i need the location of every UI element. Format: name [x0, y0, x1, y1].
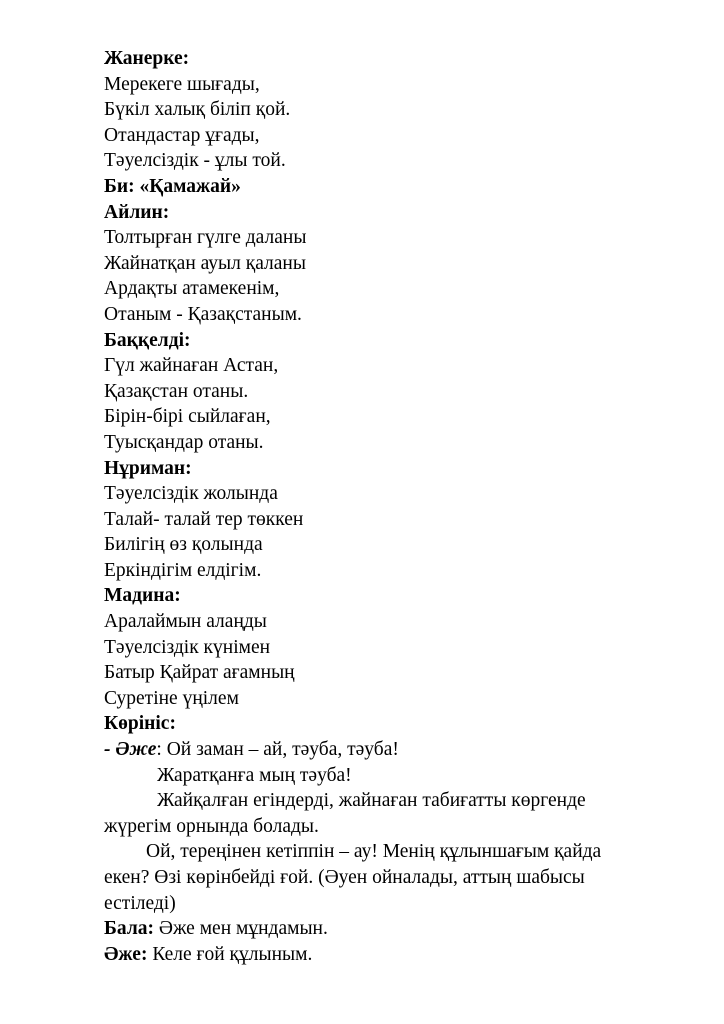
- dialogue-line: Ой, тереңінен кетіппін – ау! Менің құлыншағым қайда: [146, 841, 602, 863]
- verse-line: Бірін-бірі сыйлаған,: [104, 406, 271, 428]
- dialogue-text: Әже мен мұндамын.: [154, 918, 328, 940]
- verse-line: Талай- талай тер төккен: [104, 508, 304, 530]
- dialogue-line: [104, 737, 664, 763]
- speaker-bala: Бала:: [104, 918, 154, 940]
- dialogue-line: Жаратқанға мың тәуба!: [157, 764, 352, 786]
- script-text: [104, 46, 664, 967]
- verse-line: Аралаймын алаңды: [104, 611, 267, 633]
- verse-line: Суретіне үңілем: [104, 687, 239, 709]
- verse-line: Билігің өз қолында: [104, 534, 263, 556]
- verse-line: Туысқандар отаны.: [104, 431, 264, 453]
- verse-line: Еркіндігім елдігім.: [104, 559, 262, 581]
- verse-line: Ардақты атамекенім,: [104, 278, 280, 300]
- verse-line: Қазақстан отаны.: [104, 380, 249, 402]
- speaker-aylin: Айлин:: [104, 201, 170, 223]
- verse-line: Батыр Қайрат ағамның: [104, 662, 295, 684]
- dialogue-line: [104, 942, 664, 968]
- dialogue-line: екен? Өзі көрінбейді ғой. (Әуен ойналады, аттың шабысы: [104, 867, 585, 888]
- verse-line: Толтырған гүлге даланы: [104, 227, 307, 249]
- verse-line: Гүл жайнаған Астан,: [104, 355, 279, 377]
- verse-line: Отаным - Қазақстаным.: [104, 303, 302, 325]
- verse-line: Тәуелсіздік күнімен: [104, 636, 271, 658]
- speaker-bakkeldi: Баққелді:: [104, 329, 191, 351]
- scene-heading: Көрініс:: [104, 713, 176, 735]
- dance-heading: Би: «Қамажай»: [104, 175, 241, 197]
- dialogue-line: жүрегім орнында болады.: [104, 815, 319, 837]
- verse-line: Отандастар ұғады,: [104, 124, 260, 146]
- verse-line: Жайнатқан ауыл қаланы: [104, 252, 306, 274]
- speaker-madina: Мадина:: [104, 585, 181, 607]
- verse-line: Тәуелсіздік - ұлы той.: [104, 150, 286, 172]
- dialogue-line: естіледі): [104, 892, 176, 914]
- speaker-eje: Әже:: [104, 943, 148, 965]
- dialogue-line: Жайқалған егіндерді, жайнаған табиғатты көргенде: [157, 790, 586, 812]
- dialogue-line: [104, 916, 664, 942]
- verse-line: Мерекеге шығады,: [104, 73, 260, 95]
- speaker-nuriman: Нұриман:: [104, 457, 192, 479]
- speaker-zhanerke: Жанерке:: [104, 48, 190, 69]
- dialogue-text: : Ой заман – ай, тәуба, тәуба!: [156, 739, 399, 761]
- dialogue-text: Келе ғой құлыным.: [147, 943, 313, 965]
- verse-line: Тәуелсіздік жолында: [104, 483, 278, 505]
- verse-line: Бүкіл халық біліп қой.: [104, 99, 291, 121]
- speaker-eje: - Әже: [104, 739, 157, 761]
